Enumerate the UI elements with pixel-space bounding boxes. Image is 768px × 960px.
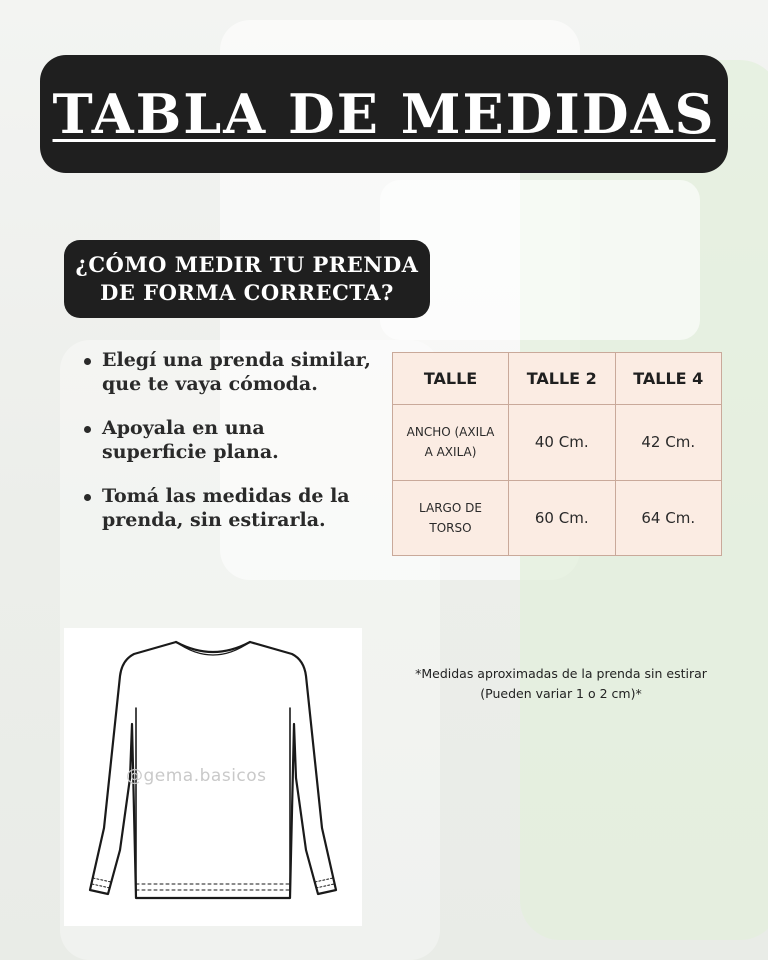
note-line-2: (Pueden variar 1 o 2 cm)* [480,686,642,701]
cell-largo-talle-2: 60 Cm. [509,480,616,556]
subtitle-banner [64,240,430,318]
row-label-line: LARGO DE [419,500,482,515]
header-talle-2: TALLE 2 [509,353,616,405]
size-table [392,352,722,556]
instruction-item: Elegí una prenda similar, que te vaya cómoda. [82,348,372,396]
row-label-line: ANCHO (AXILA [406,425,495,440]
garment-card [64,628,362,926]
table-row [393,480,722,556]
row-label-line: TORSO [429,520,472,535]
instruction-item: Apoyala en una superficie plana. [82,416,372,464]
cell-largo-talle-4: 64 Cm. [615,480,722,556]
table-row [393,405,722,481]
row-label-line: A AXILA) [424,445,477,460]
instruction-item: Tomá las medidas de la prenda, sin estirarla. [82,484,372,532]
header-talle: TALLE [393,353,509,405]
table-header-row [393,353,722,405]
watermark-text: @gema.basicos [126,766,267,786]
cell-ancho-talle-4: 42 Cm. [615,405,722,481]
note-line-1: *Medidas aproximadas de la prenda sin estirar [415,666,707,681]
subtitle-line-1: ¿CÓMO MEDIR TU PRENDA [75,252,419,277]
row-label-largo [393,480,509,556]
header-talle-4: TALLE 4 [615,353,722,405]
cell-ancho-talle-2: 40 Cm. [509,405,616,481]
page-title: TABLA DE MEDIDAS [52,82,716,146]
instructions-list [82,348,372,552]
row-label-ancho [393,405,509,481]
measurement-note [396,664,726,704]
subtitle-line-2: DE FORMA CORRECTA? [100,280,394,305]
title-banner [40,55,728,173]
